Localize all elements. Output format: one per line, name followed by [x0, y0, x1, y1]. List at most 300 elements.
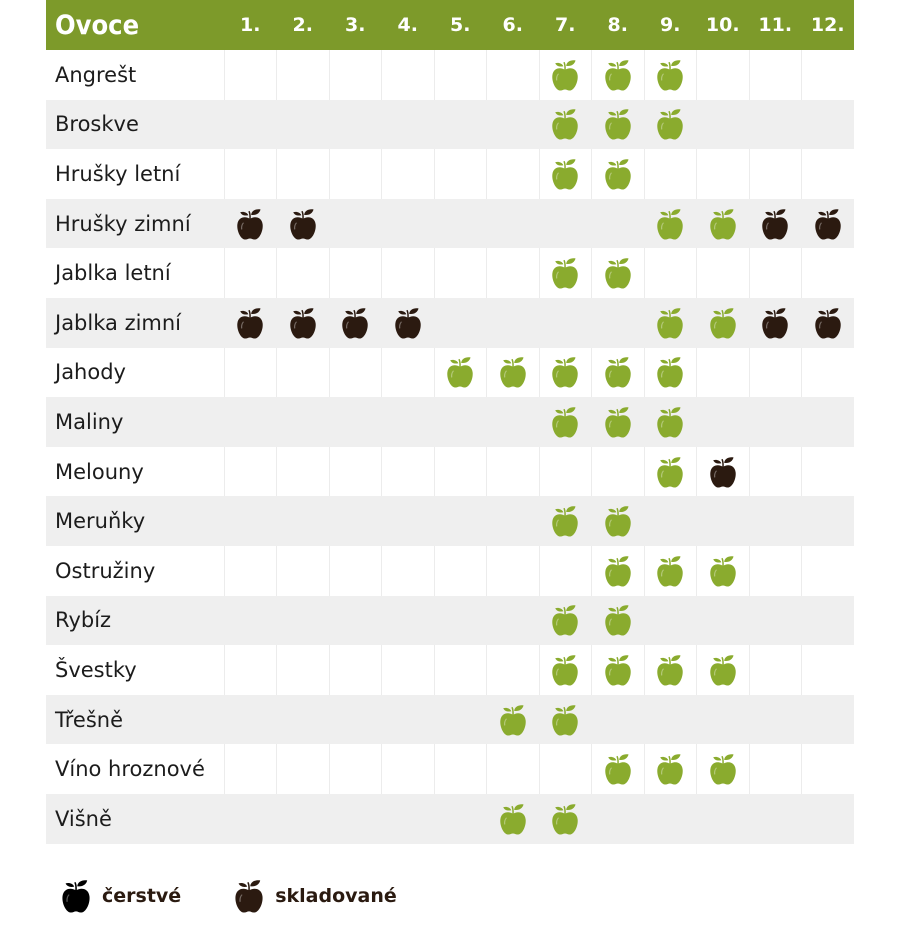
stored-apple-icon	[813, 207, 843, 241]
month-cell	[802, 149, 855, 199]
month-cell	[539, 794, 592, 844]
legend-fresh-label: čerstvé	[102, 885, 182, 907]
table-row	[46, 248, 854, 298]
month-cell	[382, 695, 435, 745]
fresh-apple-icon	[550, 58, 580, 92]
month-cell	[802, 248, 855, 298]
fresh-apple-icon	[550, 405, 580, 439]
fresh-apple-icon	[655, 405, 685, 439]
month-cell	[749, 645, 802, 695]
month-cell	[487, 546, 540, 596]
stored-apple-icon	[288, 306, 318, 340]
month-cell	[277, 596, 330, 646]
month-cell	[487, 248, 540, 298]
month-cell	[329, 50, 382, 100]
fruit-name: Angrešt	[46, 50, 224, 100]
month-header: 9.	[644, 0, 697, 50]
fruit-name: Jahody	[46, 348, 224, 398]
table-title: Ovoce	[46, 0, 224, 50]
fresh-apple-icon	[708, 306, 738, 340]
month-cell	[487, 199, 540, 249]
month-cell	[697, 298, 750, 348]
fresh-apple-icon	[655, 653, 685, 687]
fresh-apple-icon	[550, 107, 580, 141]
fresh-apple-icon	[445, 355, 475, 389]
fresh-apple-icon	[498, 802, 528, 836]
fruit-name: Broskve	[46, 100, 224, 150]
month-cell	[487, 50, 540, 100]
month-cell	[277, 298, 330, 348]
month-cell	[539, 100, 592, 150]
month-cell	[434, 645, 487, 695]
month-cell	[749, 496, 802, 546]
fresh-apple-icon	[498, 355, 528, 389]
fresh-apple-icon	[603, 107, 633, 141]
fruit-name: Rybíz	[46, 596, 224, 646]
month-cell	[277, 248, 330, 298]
month-cell	[697, 397, 750, 447]
month-cell	[697, 645, 750, 695]
month-cell	[487, 298, 540, 348]
month-cell	[224, 248, 277, 298]
month-cell	[644, 596, 697, 646]
month-cell	[487, 348, 540, 398]
month-cell	[434, 149, 487, 199]
stored-apple-icon	[235, 207, 265, 241]
month-cell	[434, 50, 487, 100]
month-cell	[224, 298, 277, 348]
month-cell	[749, 695, 802, 745]
month-cell	[487, 794, 540, 844]
month-cell	[224, 447, 277, 497]
fruit-name: Ostružiny	[46, 546, 224, 596]
month-cell	[487, 596, 540, 646]
table-row	[46, 348, 854, 398]
month-cell	[697, 149, 750, 199]
month-header: 8.	[592, 0, 645, 50]
table-row	[46, 447, 854, 497]
month-cell	[434, 596, 487, 646]
month-cell	[644, 546, 697, 596]
fruit-name: Meruňky	[46, 496, 224, 546]
month-cell	[644, 348, 697, 398]
month-cell	[277, 397, 330, 447]
month-cell	[382, 447, 435, 497]
month-cell	[592, 496, 645, 546]
harvest-table	[46, 0, 854, 844]
month-cell	[592, 744, 645, 794]
table-row	[46, 744, 854, 794]
month-cell	[487, 645, 540, 695]
fresh-apple-icon	[603, 603, 633, 637]
month-cell	[802, 50, 855, 100]
month-cell	[697, 695, 750, 745]
month-cell	[224, 397, 277, 447]
month-cell	[329, 496, 382, 546]
month-cell	[592, 794, 645, 844]
month-cell	[539, 596, 592, 646]
fresh-apple-icon	[550, 157, 580, 191]
month-cell	[382, 348, 435, 398]
month-cell	[644, 199, 697, 249]
fresh-apple-icon	[550, 703, 580, 737]
month-cell	[697, 348, 750, 398]
month-cell	[802, 695, 855, 745]
fresh-apple-icon	[603, 752, 633, 786]
month-cell	[434, 546, 487, 596]
month-cell	[802, 397, 855, 447]
month-cell	[224, 596, 277, 646]
month-header: 4.	[382, 0, 435, 50]
month-cell	[592, 199, 645, 249]
month-cell	[224, 744, 277, 794]
month-cell	[382, 149, 435, 199]
fruit-name: Jablka zimní	[46, 298, 224, 348]
month-cell	[539, 447, 592, 497]
month-header: 12.	[802, 0, 855, 50]
month-cell	[382, 199, 435, 249]
stored-apple-icon	[760, 306, 790, 340]
month-header: 2.	[277, 0, 330, 50]
fresh-apple-icon	[603, 405, 633, 439]
month-cell	[644, 794, 697, 844]
month-cell	[539, 744, 592, 794]
month-cell	[382, 546, 435, 596]
month-cell	[329, 397, 382, 447]
month-cell	[697, 794, 750, 844]
month-cell	[382, 596, 435, 646]
month-cell	[277, 100, 330, 150]
month-cell	[224, 695, 277, 745]
month-cell	[224, 546, 277, 596]
fresh-apple-icon	[550, 504, 580, 538]
stored-apple-icon	[393, 306, 423, 340]
month-header: 6.	[487, 0, 540, 50]
month-header: 3.	[329, 0, 382, 50]
month-cell	[277, 546, 330, 596]
month-cell	[329, 199, 382, 249]
month-cell	[277, 447, 330, 497]
month-cell	[224, 496, 277, 546]
fresh-apple-icon	[498, 703, 528, 737]
month-cell	[802, 496, 855, 546]
month-cell	[382, 744, 435, 794]
fresh-apple-icon	[603, 554, 633, 588]
month-cell	[382, 50, 435, 100]
month-cell	[224, 100, 277, 150]
month-cell	[382, 248, 435, 298]
month-cell	[539, 546, 592, 596]
month-cell	[644, 149, 697, 199]
month-cell	[539, 149, 592, 199]
month-cell	[697, 447, 750, 497]
month-cell	[277, 149, 330, 199]
month-cell	[224, 348, 277, 398]
month-header: 11.	[749, 0, 802, 50]
fresh-apple-icon	[603, 157, 633, 191]
month-cell	[802, 199, 855, 249]
fruit-name: Víno hroznové	[46, 744, 224, 794]
stored-apple-icon	[340, 306, 370, 340]
month-cell	[749, 149, 802, 199]
month-cell	[644, 447, 697, 497]
month-cell	[697, 596, 750, 646]
month-cell	[697, 199, 750, 249]
month-cell	[697, 744, 750, 794]
month-cell	[644, 248, 697, 298]
month-cell	[487, 447, 540, 497]
month-cell	[487, 397, 540, 447]
table-body	[46, 50, 854, 844]
month-header: 1.	[224, 0, 277, 50]
table-row	[46, 50, 854, 100]
month-cell	[749, 348, 802, 398]
month-cell	[382, 397, 435, 447]
stored-apple-icon	[760, 207, 790, 241]
fresh-apple-icon	[550, 603, 580, 637]
month-cell	[592, 645, 645, 695]
month-cell	[224, 645, 277, 695]
month-cell	[487, 149, 540, 199]
stored-apple-icon	[813, 306, 843, 340]
month-cell	[539, 348, 592, 398]
fresh-apple-icon	[655, 306, 685, 340]
month-cell	[697, 248, 750, 298]
table-row	[46, 100, 854, 150]
month-cell	[592, 397, 645, 447]
table-row	[46, 596, 854, 646]
month-cell	[802, 744, 855, 794]
month-cell	[644, 298, 697, 348]
month-cell	[749, 248, 802, 298]
month-cell	[644, 695, 697, 745]
month-cell	[329, 596, 382, 646]
harvest-calendar	[46, 0, 854, 844]
month-cell	[697, 496, 750, 546]
month-cell	[434, 348, 487, 398]
month-cell	[382, 100, 435, 150]
month-cell	[539, 50, 592, 100]
month-cell	[329, 744, 382, 794]
month-cell	[749, 546, 802, 596]
fruit-name: Melouny	[46, 447, 224, 497]
month-cell	[277, 50, 330, 100]
month-cell	[802, 447, 855, 497]
month-cell	[329, 248, 382, 298]
fruit-name: Hrušky letní	[46, 149, 224, 199]
month-cell	[382, 794, 435, 844]
month-cell	[539, 199, 592, 249]
month-cell	[592, 447, 645, 497]
month-cell	[749, 794, 802, 844]
month-cell	[277, 744, 330, 794]
month-cell	[644, 397, 697, 447]
month-cell	[329, 100, 382, 150]
month-cell	[539, 397, 592, 447]
legend-fresh	[60, 878, 181, 914]
fruit-name: Jablka letní	[46, 248, 224, 298]
stored-apple-icon	[235, 306, 265, 340]
month-cell	[644, 645, 697, 695]
fresh-apple-icon	[708, 653, 738, 687]
month-cell	[539, 496, 592, 546]
fresh-apple-icon	[708, 554, 738, 588]
fresh-apple-icon	[655, 207, 685, 241]
month-cell	[329, 298, 382, 348]
month-cell	[277, 496, 330, 546]
month-cell	[539, 695, 592, 745]
month-cell	[382, 496, 435, 546]
month-cell	[802, 794, 855, 844]
fresh-apple-icon	[603, 355, 633, 389]
fresh-apple-icon	[550, 653, 580, 687]
month-cell	[749, 447, 802, 497]
month-cell	[539, 645, 592, 695]
month-cell	[644, 496, 697, 546]
fresh-apple-icon	[550, 355, 580, 389]
fresh-apple-icon	[708, 752, 738, 786]
fresh-apple-icon	[550, 802, 580, 836]
table-row	[46, 695, 854, 745]
fresh-apple-icon	[603, 504, 633, 538]
fresh-apple-icon	[603, 58, 633, 92]
stored-apple-icon	[288, 207, 318, 241]
month-cell	[382, 645, 435, 695]
month-cell	[487, 496, 540, 546]
table-row	[46, 794, 854, 844]
stored-apple-icon	[708, 455, 738, 489]
month-cell	[802, 348, 855, 398]
table-row	[46, 496, 854, 546]
month-cell	[434, 744, 487, 794]
month-cell	[329, 794, 382, 844]
legend-stored	[233, 878, 397, 914]
month-cell	[802, 546, 855, 596]
month-cell	[592, 695, 645, 745]
month-cell	[329, 546, 382, 596]
table-row	[46, 199, 854, 249]
table-row	[46, 149, 854, 199]
month-cell	[434, 199, 487, 249]
month-cell	[749, 744, 802, 794]
month-cell	[697, 50, 750, 100]
month-cell	[434, 447, 487, 497]
fruit-name: Višně	[46, 794, 224, 844]
month-header: 7.	[539, 0, 592, 50]
month-cell	[802, 298, 855, 348]
month-cell	[277, 794, 330, 844]
month-cell	[592, 248, 645, 298]
fresh-apple-icon	[655, 752, 685, 786]
month-cell	[277, 645, 330, 695]
month-cell	[487, 744, 540, 794]
stored-apple-icon	[233, 878, 265, 914]
month-cell	[749, 50, 802, 100]
month-cell	[434, 794, 487, 844]
month-cell	[697, 100, 750, 150]
month-cell	[539, 298, 592, 348]
month-cell	[224, 50, 277, 100]
month-cell	[802, 100, 855, 150]
month-cell	[434, 248, 487, 298]
month-cell	[434, 397, 487, 447]
month-cell	[434, 298, 487, 348]
fresh-apple-icon	[655, 58, 685, 92]
month-cell	[592, 149, 645, 199]
table-row	[46, 298, 854, 348]
fresh-apple-icon	[655, 455, 685, 489]
legend	[60, 876, 449, 916]
month-cell	[644, 100, 697, 150]
month-cell	[224, 149, 277, 199]
month-cell	[592, 298, 645, 348]
fresh-apple-icon	[60, 878, 92, 914]
month-cell	[277, 348, 330, 398]
header-row	[46, 0, 854, 50]
month-header: 5.	[434, 0, 487, 50]
fruit-name: Švestky	[46, 645, 224, 695]
fresh-apple-icon	[603, 653, 633, 687]
month-header: 10.	[697, 0, 750, 50]
month-cell	[224, 794, 277, 844]
month-cell	[434, 100, 487, 150]
month-cell	[802, 596, 855, 646]
month-cell	[697, 546, 750, 596]
fresh-apple-icon	[655, 107, 685, 141]
month-cell	[382, 298, 435, 348]
month-cell	[434, 496, 487, 546]
month-cell	[329, 645, 382, 695]
month-cell	[749, 397, 802, 447]
fresh-apple-icon	[655, 355, 685, 389]
fresh-apple-icon	[603, 256, 633, 290]
month-cell	[277, 199, 330, 249]
month-cell	[487, 100, 540, 150]
month-cell	[539, 248, 592, 298]
month-cell	[592, 596, 645, 646]
month-cell	[329, 149, 382, 199]
fruit-name: Hrušky zimní	[46, 199, 224, 249]
fresh-apple-icon	[550, 256, 580, 290]
legend-stored-label: skladované	[275, 885, 397, 907]
month-cell	[487, 695, 540, 745]
month-cell	[644, 50, 697, 100]
month-cell	[749, 298, 802, 348]
month-cell	[329, 348, 382, 398]
month-cell	[802, 645, 855, 695]
month-cell	[749, 596, 802, 646]
month-cell	[224, 199, 277, 249]
fresh-apple-icon	[655, 554, 685, 588]
fresh-apple-icon	[708, 207, 738, 241]
month-cell	[592, 100, 645, 150]
table-row	[46, 645, 854, 695]
fruit-name: Maliny	[46, 397, 224, 447]
month-cell	[592, 50, 645, 100]
month-cell	[329, 695, 382, 745]
month-cell	[329, 447, 382, 497]
month-cell	[644, 744, 697, 794]
table-row	[46, 546, 854, 596]
month-cell	[434, 695, 487, 745]
table-row	[46, 397, 854, 447]
month-cell	[749, 199, 802, 249]
month-cell	[592, 348, 645, 398]
fruit-name: Třešně	[46, 695, 224, 745]
month-cell	[592, 546, 645, 596]
month-cell	[749, 100, 802, 150]
month-cell	[277, 695, 330, 745]
